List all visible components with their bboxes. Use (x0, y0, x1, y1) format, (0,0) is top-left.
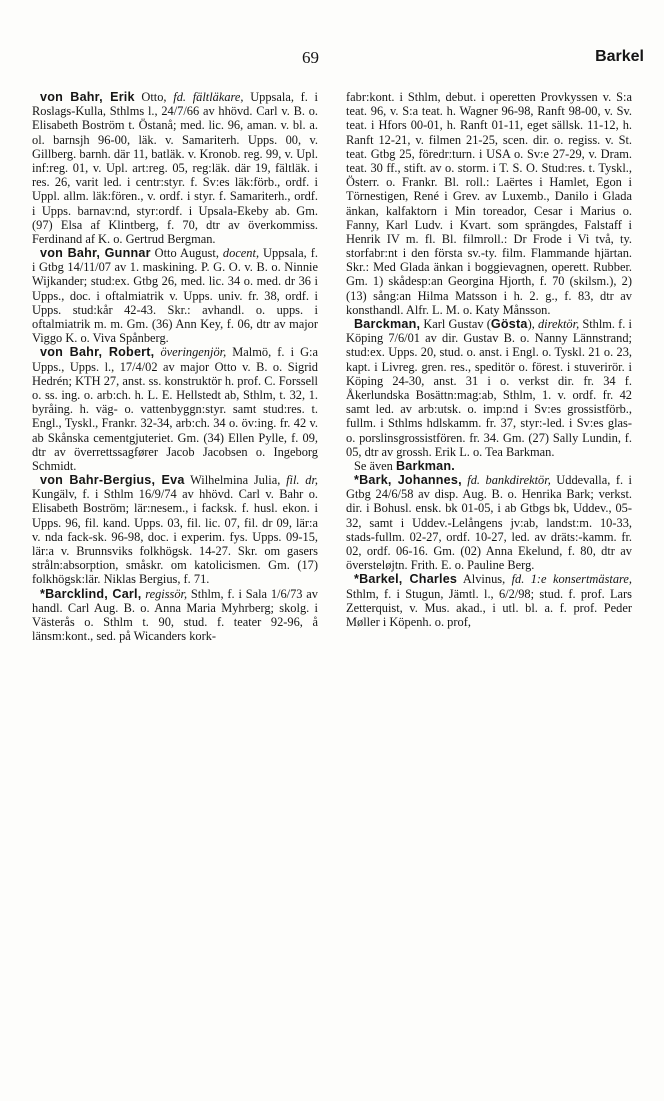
entry-text: fabr:kont. i Sthlm, debut. i operetten Provkyssen v. S:a teat. 96, v. S:a teat. h. Wagner 96-98, Ranft 98-00, v. Sv. teat. i Hfors 00-01, h. Ranft 01-11, eget sällsk. 11-12, h. Ranft 12-21, v. filmen 21-25, scen. dir. o. regiss. v. St. teat. Gtbg 25, föredr:turn. i USA o. Sv:e 27-29, v. Dram. teat. 30 ff., stift. av o. storm. i T. S. O. Stud:res. t. Tyskl., Österr. o. Frankr. Bl. roll.: Laërtes i Hamlet, Egon i Törnestigen, René i Grev. av Luxemb., Danilo i Glada änkan, kalfaktorn i Min toreador, Cesar i Marius o. Fanny, Karl Ludv. i Kvart. som sprängdes, Falstaff i Henrik IV m. fl. Bl. filmroll.: Dr Frode i Vi två, ty. storfabr:nt i den första sv.-ty. film. Flammande hjärtan. Skr.: Med Glada änkan i boggievagnen, operett. Rubber. Gm. 1) skådesp:an Georgina Hjorth, f. 70 (skilsm.), 2) (13) sång:an Hilma Matsson i h. 2. g., f. 83, dtr av konsthandl. Alfr. L. M. o. Katy Månsson. (346, 90, 632, 317)
page-number: 69 (302, 48, 319, 67)
right-column (346, 90, 632, 629)
entry-given-names: Alvinus, (457, 572, 512, 587)
entry (32, 90, 318, 246)
see-also-prefix: Se även (354, 458, 396, 473)
entry-headword: von Bahr, Gunnar (40, 246, 151, 261)
entry-occupation: fd. 1:e konsertmästare, (511, 572, 632, 587)
entry-occupation: fd. fältläkare, (173, 90, 244, 104)
entry-headword: Barckman, (354, 317, 421, 331)
left-column (32, 90, 318, 643)
entry-given-names: Otto August, (150, 246, 223, 261)
entry-headword: von Bahr-Bergius, Eva (40, 473, 185, 488)
page-header (0, 46, 664, 72)
entry-text: Kungälv, f. i Sthlm 16/9/74 av hhövd. Carl v. Bahr o. Elisabeth Boström; lär:nesem., i facksk. f. husl. ekon. i Upps. 96, fil. kand. Upps. 03, fil. lic. 07, fil. dr 09, lär:a v. nda fack-sk. 96-98, doc. i experim. fys. Upps. 09-15, lär:a v. Brunnsviks folkhögsk. 14-27. Skr. om gasers stråln:absorption, småskr. om katolicismen. Gm. (17) folkhögsk:lär. Niklas Bergius, f. 71. (32, 487, 318, 587)
entry-text: Sthlm, f. i Stugun, Jämtl. l., 6/2/98; stud. f. prof. Lars Zetterquist, v. Mus. akad., i utl. bl. a. f. prof. Peder Møller i Köpenh. o. prof, (346, 586, 632, 629)
entry-occupation: direktör, (537, 317, 580, 331)
entry-occupation: fd. bankdirektör, (467, 473, 551, 488)
entry-text: Uddevalla, f. i Gtbg 24/6/58 av disp. Aug. B. o. Henrika Bark; verkst. dir. i Bohusl. ensk. bk 01-05, i ab Gtbgs bk, Uddev., 05-32, samt i Uddev.-Lelångens jv:ab, landst:m. 10-33, stads-fullm. 02-27, ordf. 10-27, led. av dräts:-kamm. fr. 02, ordf. 06-16. Gm. (02) Anna Ekelund, f. 80, dtr av översteløjtn. Frith. E. o. Pauline Berg. (346, 473, 632, 573)
entry-text: Sthlm. f. i Köping 7/6/01 av dir. Gustav B. o. Nanny Lännstrand; stud:ex. Upps. 20, stud. o. anst. i Engl. o. Tyskl. 21 o. 23, kapt. i Livreg. gren. res., speditör o. förest. i stuverirör. i Köping 24-30, anst. 31 i o. verkst dir. fr. 34 f. Åkerlundska Bosättn:mag:ab, Sthlm, 1. v. ordf. fr. 42 samt led. av arb:utsk. o. imp:nd i Sv:es grossistförb., fullm. i Sthlms hdlskamm. fr. 37, styr:-led. i Sv:es glas- o. porslinsgrossistfören. fr. 34. Gm. (27) Sally Lundin, f. 05, dtr av grossh. Erik L. o. Tea Barkman. (346, 317, 632, 459)
entry-occupation: regissör, (145, 586, 188, 601)
entry (346, 572, 632, 629)
entry-continuation (346, 90, 632, 317)
entry-given-names: Otto, (134, 90, 174, 104)
entry-text: Uppsala, f. i Roslags-Kulla, Sthlms l., 24/7/66 av hhövd. Carl v. B. o. Elisabeth Boström t. Östanå; med. lic. 96, aman. v. bl. a. ol. barnsjh 96-00, läk. v. Samariterh. Upps. 00, v. Gillberg. barnh. där 11, batläk. v. Kronob. reg. 99, v. Upl. inf:reg. 01, v. Upl. art:reg. 05, reg:läk. där 19, fältläk. i res. 26, varit led. i centr:styr. f. Sv:es läk:förb., ordf. i Uppl. allm. läk:fören., v. ordf. i styr. f. Samariterh., ordf. i Upps. barnav:nd, styr:ordf. i Upsala-Ekeby ab. Gm. (97) Elsa af Klintberg, f. 70, dtr av överkommiss. Ferdinand af K. o. Gertrud Bergman. (32, 90, 318, 246)
see-also-reference (346, 459, 632, 473)
entry (32, 587, 318, 644)
entry-occupation: fil. dr, (286, 473, 318, 488)
entry-text: Malmö, f. i G:a Upps., Upps. l., 17/4/02 av major Otto v. B. o. Sigrid Hedrén; KTH 27, anst. ss. konstruktör h. prof. C. Forssell o. ss. ing. o. arb:ch. h. L. E. Hellstedt ab, Sthlm, t. 32, 1. byråing. h. väg- o. vattenbyggn:styr. samt stud:res. t. Engl., Tyskl., Frankr. 32-34, arb:ch. 34 o. öv:ing. fr. 42 v. ab Skånska cementgjuteriet. Gm. (34) Ellen Pylle, f. 09, dtr av överrettssagfører Jacob Jacobsen o. Ingeborg Schmidt. (32, 345, 318, 473)
entry-headword: von Bahr, Erik (40, 90, 135, 104)
entry-occupation: docent, (222, 246, 260, 261)
entry (32, 246, 318, 345)
entry (346, 473, 632, 572)
entry-given-names: Wilhelmina Julia, (184, 473, 287, 488)
entry-headword: *Barcklind, Carl, (40, 586, 142, 601)
entry-occupation: överingenjör, (160, 345, 227, 360)
entry-given-names: Karl Gustav ( (420, 317, 491, 331)
entry-headword: *Bark, Johannes, (354, 473, 462, 488)
entry-headword: von Bahr, Robert, (40, 345, 155, 360)
entry-headword-callname: Gösta (490, 317, 528, 331)
entry-text: Uppsala, f. i Gtbg 14/11/07 av 1. maskining. P. G. O. v. B. o. Ninnie Wijkander; stud:ex. Gtbg 26, med. lic. 34 o. med. dr 36 i Upps., doc. i oftalmiatrik v. Upps. univ. fr. 38, ordf. i Upps. stud:kår 42-43. Skr.: avhandl. o. upps. i oftalmiatrik m. m. Gm. (36) Ann Key, f. 06, dtr av major Viggo K. o. Viva Spånberg. (32, 246, 318, 346)
entry-text: Sthlm, f. i Sala 1/6/73 av handl. Carl Aug. B. o. Anna Maria Myhrberg; skolg. i Västerås o. Sthlm t. 90, stud. f. teater 92-96, å länsm:kont., sed. på Wicanders kork- (32, 586, 318, 644)
running-head: Barkel (595, 48, 644, 65)
entry (32, 473, 318, 587)
entry-given-names-end: ), (527, 317, 538, 331)
entry (346, 317, 632, 459)
see-also-headword: Barkman. (395, 458, 455, 473)
entry (32, 345, 318, 473)
entry-headword: *Barkel, Charles (354, 572, 458, 587)
